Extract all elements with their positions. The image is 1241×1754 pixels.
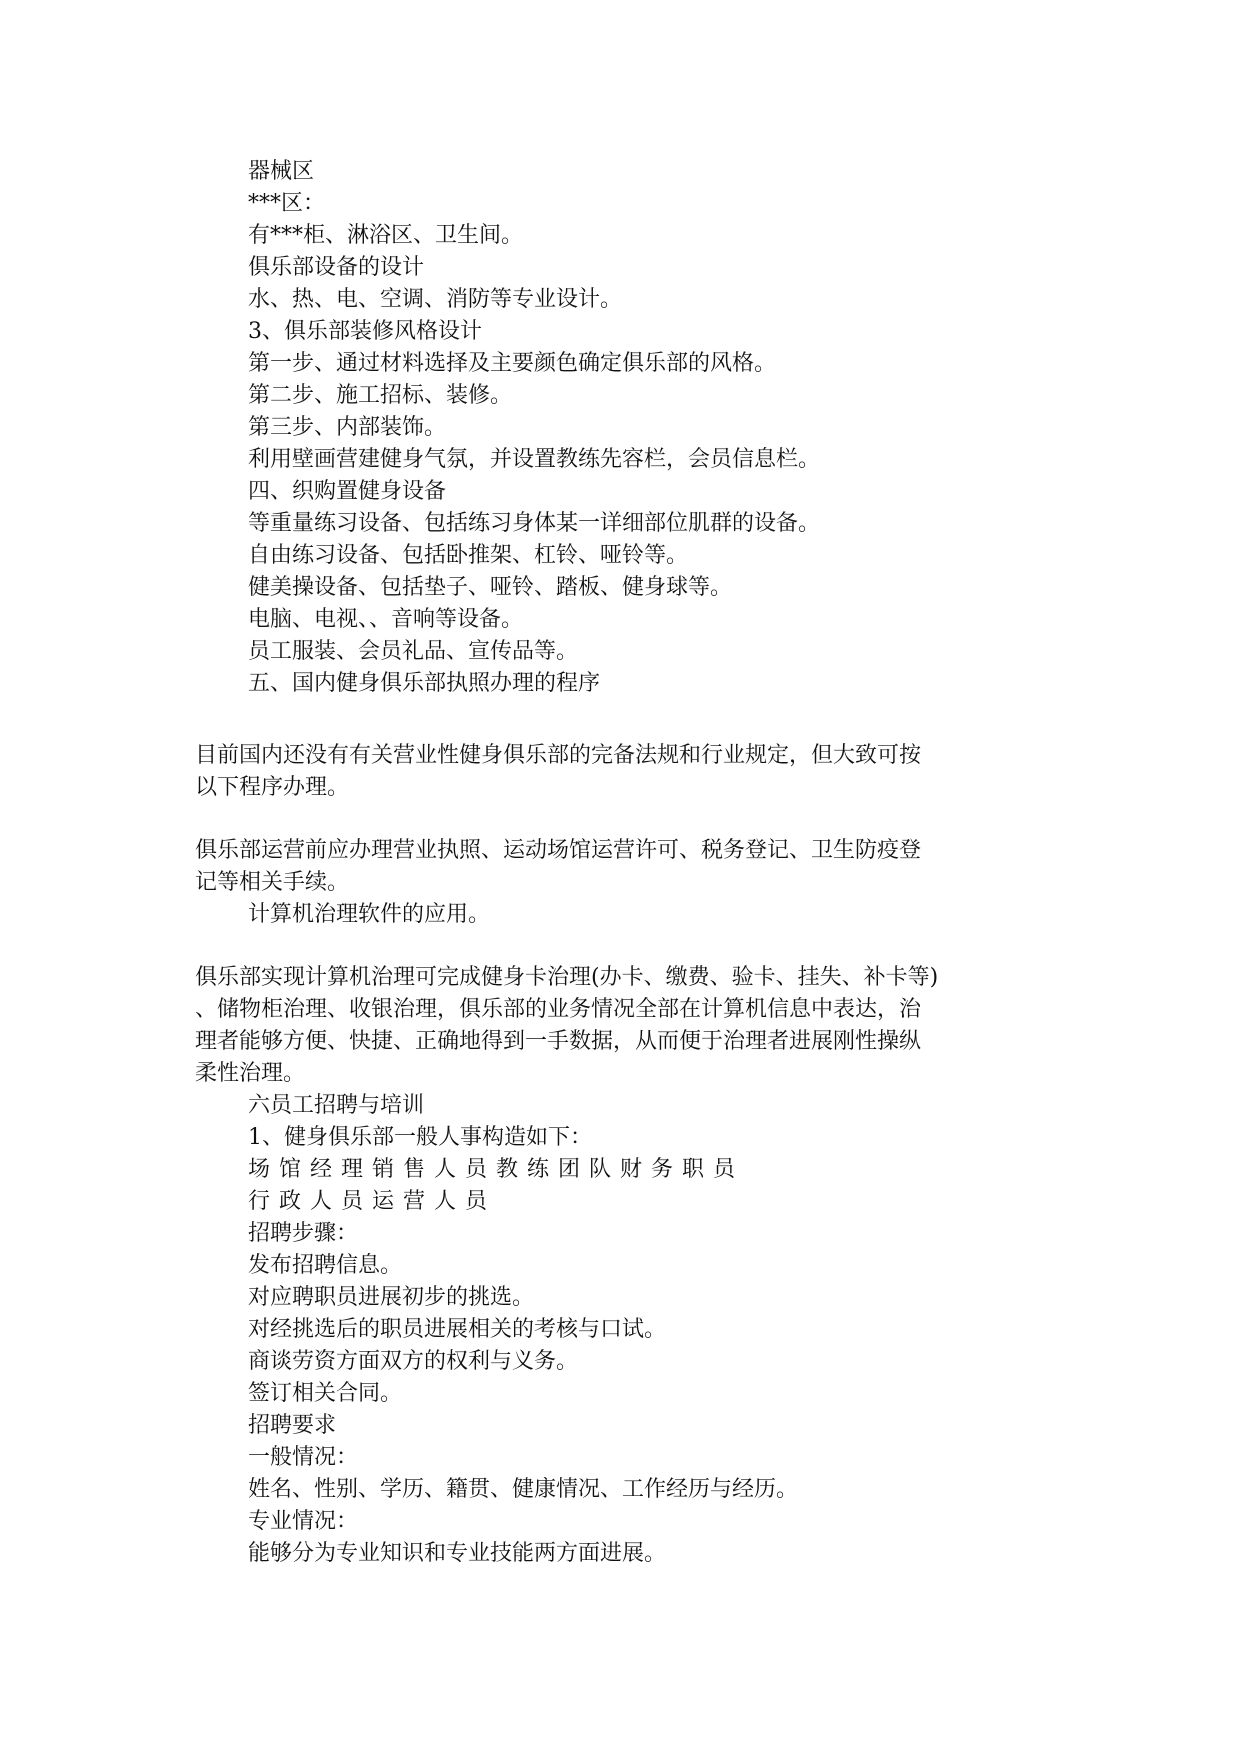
text-line: 对经挑选后的职员进展相关的考核与口试。 [248,1317,667,1342]
text-line: 水、热、电、空调、消防等专业设计。 [248,287,623,312]
text-line: 计算机治理软件的应用。 [248,902,491,927]
text-line: 柔性治理。 [195,1061,306,1086]
text-line: 发布招聘信息。 [248,1253,403,1278]
text-line: 第二步、施工招标、装修。 [248,383,513,408]
text-line: 自由练习设备、包括卧推架、杠铃、哑铃等。 [248,543,689,568]
text-line: 四、织购置健身设备 [248,479,447,504]
text-line: 俱乐部设备的设计 [248,255,425,280]
text-line: 一般情况： [248,1445,359,1470]
text-line: 员工服装、会员礼品、宣传品等。 [248,639,579,664]
text-line: 行政人员运营人员 [248,1189,497,1214]
text-line: 俱乐部运营前应办理营业执照、运动场馆运营许可、税务登记、卫生防疫登 [195,838,922,863]
text-line: 五、国内健身俱乐部执照办理的程序 [248,671,601,696]
text-line: 专业情况： [248,1509,359,1534]
text-line: 有***柜、淋浴区、卫生间。 [248,223,524,248]
text-line: 对应聘职员进展初步的挑选。 [248,1285,535,1310]
text-line: 3、俱乐部装修风格设计 [248,319,482,344]
text-line: 第一步、通过材料选择及主要颜色确定俱乐部的风格。 [248,351,777,376]
text-line: 场馆经理销售人员教练团队财务职员 [248,1157,745,1182]
text-line: 招聘步骤： [248,1221,359,1246]
text-line: 电脑、电视、、音响等设备。 [248,607,524,632]
text-line: 目前国内还没有有关营业性健身俱乐部的完备法规和行业规定，但大致可按 [195,743,922,768]
text-line: 利用壁画营建健身气氛，并设置教练先容栏，会员信息栏。 [248,447,821,472]
text-line: 以下程序办理。 [195,775,350,800]
text-line: 姓名、性别、学历、籍贯、健康情况、工作经历与经历。 [248,1477,799,1502]
text-line: 招聘要求 [248,1413,337,1438]
text-line: 签订相关合同。 [248,1381,403,1406]
text-line: 能够分为专业知识和专业技能两方面进展。 [248,1541,667,1566]
text-line: 健美操设备、包括垫子、哑铃、踏板、健身球等。 [248,575,733,600]
text-line: 记等相关手续。 [195,870,350,895]
text-line: 等重量练习设备、包括练习身体某一详细部位肌群的设备。 [248,511,821,536]
text-line: 理者能够方便、快捷、正确地得到一手数据，从而便于治理者进展刚性操纵 [195,1029,922,1054]
text-line: ***区： [248,191,326,216]
text-line: 1、健身俱乐部一般人事构造如下： [248,1125,592,1150]
text-line: 商谈劳资方面双方的权利与义务。 [248,1349,579,1374]
text-line: 六员工招聘与培训 [248,1093,425,1118]
text-line: 器械区 [248,159,315,184]
text-line: 第三步、内部装饰。 [248,415,447,440]
text-line: 、储物柜治理、收银治理，俱乐部的业务情况全部在计算机信息中表达，治 [195,997,922,1022]
text-line: 俱乐部实现计算机治理可完成健身卡治理(办卡、缴费、验卡、挂失、补卡等) [195,965,939,990]
